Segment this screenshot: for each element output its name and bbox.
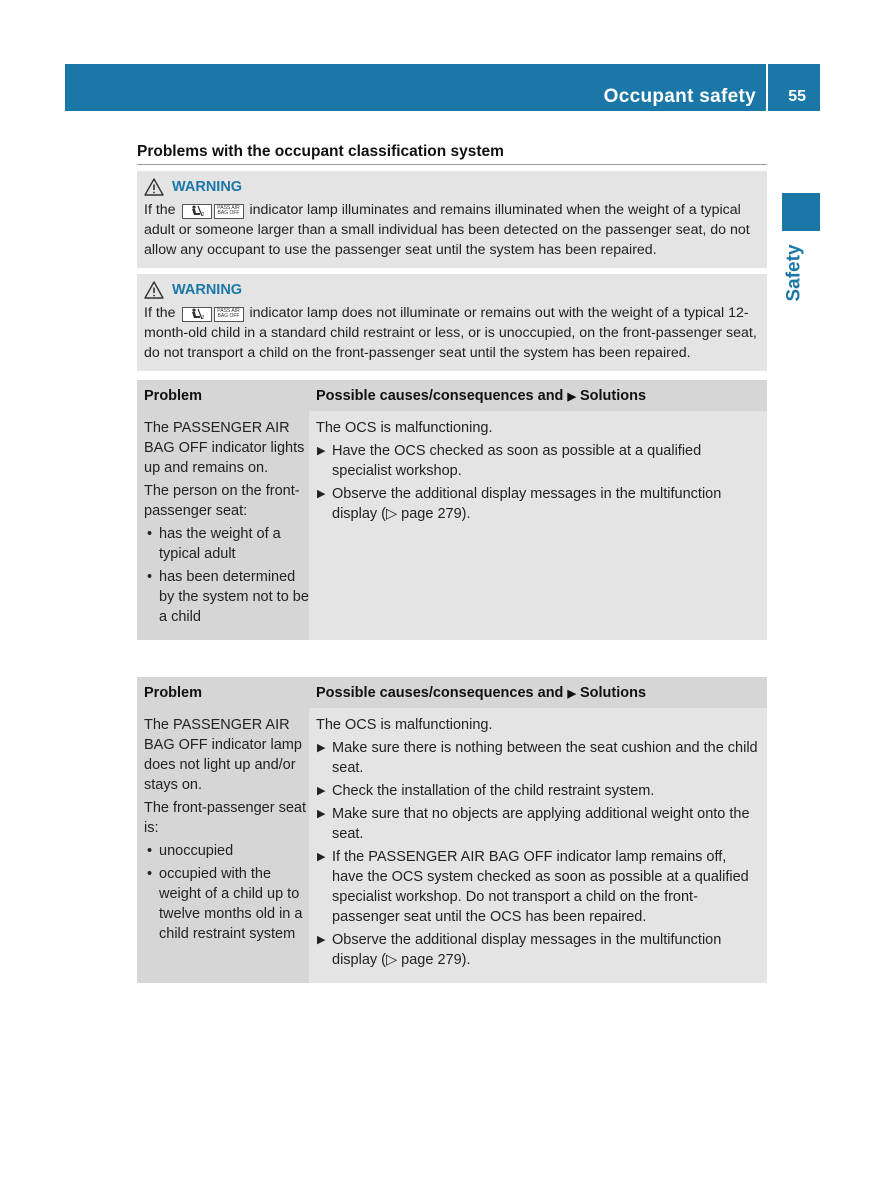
table-row — [137, 708, 767, 983]
chapter-title: Occupant safety — [603, 86, 756, 107]
cause-text: The OCS is malfunctioning. — [316, 420, 493, 436]
section-title: Problems with the occupant classification system — [137, 143, 767, 165]
header-solutions-label: Solutions — [579, 684, 647, 701]
solution-step: ▶ Check the installation of the child restraint system. — [317, 783, 655, 799]
header-causes-label: Possible causes/consequences and — [316, 684, 564, 701]
table-header-row — [137, 380, 767, 411]
warning-text-body: indicator lamp illuminates and remains illuminated when the weight of a typical adult or someone larger than a small individual has been detected on the passenger seat, do not allow any occupant to use the passenger seat until the system has been repaired. — [144, 202, 750, 258]
list-item: • unoccupied — [147, 843, 234, 859]
list-item: • occupied with the weight of a child up to twelve months old in a child restraint system — [147, 866, 303, 942]
side-tab-label: Safety — [784, 243, 805, 302]
page-number: 55 — [788, 88, 806, 105]
side-tab-block — [782, 193, 820, 231]
airbag-off-lamp — [182, 307, 244, 322]
page-header-bar — [65, 64, 820, 111]
warning-text-body: indicator lamp does not illuminate or remains out with the weight of a typical 12-month-old child in a standard child restraint or less, or is unoccupied, on the front-passenger seat, do not transport a child on the front-passenger seat until the system has been repaired. — [144, 305, 757, 361]
problem-cell — [137, 708, 309, 983]
solution-step: ▶ Make sure that no objects are applying additional weight onto the seat. — [317, 806, 750, 842]
arrow-right-icon: ▶ — [567, 390, 576, 403]
solution-cell — [309, 411, 767, 640]
warning-box-1 — [137, 171, 767, 268]
warning-header — [144, 281, 760, 299]
side-tab — [774, 235, 816, 310]
step-arrow-icon: ▶ — [317, 488, 326, 500]
svg-text:2: 2 — [201, 212, 204, 217]
warning-header — [144, 178, 760, 196]
airbag-off-lamp — [182, 204, 244, 219]
warning-text — [144, 303, 760, 363]
step-arrow-icon: ▶ — [317, 808, 326, 820]
solution-step: ▶ Make sure there is nothing between the seat cushion and the child seat. — [317, 740, 758, 776]
warning-triangle-icon — [144, 281, 164, 299]
header-causes-label: Possible causes/consequences and — [316, 387, 564, 404]
arrow-right-icon: ▶ — [567, 687, 576, 700]
pass-airbag-off-label-icon: PASS AIR BAG OFF — [214, 307, 244, 322]
step-arrow-icon: ▶ — [317, 445, 326, 457]
seat-occupant-icon — [182, 204, 212, 219]
svg-text:2: 2 — [201, 315, 204, 320]
solution-step: ▶ Observe the additional display messages in the multifunction display (▷ page 279). — [317, 486, 722, 522]
warning-triangle-icon — [144, 178, 164, 196]
list-item: • has the weight of a typical adult — [147, 526, 281, 562]
problem-table-1 — [137, 380, 767, 640]
warning-text — [144, 200, 760, 260]
cause-text: The OCS is malfunctioning. — [316, 717, 493, 733]
list-item: • has been determined by the system not to be a child — [147, 569, 309, 625]
table-header-row — [137, 677, 767, 708]
problem-subtext: The person on the front-passenger seat: — [144, 483, 300, 519]
warning-box-2 — [137, 274, 767, 371]
step-arrow-icon: ▶ — [317, 934, 326, 946]
problem-text: The PASSENGER AIR BAG OFF indicator lamp does not light up and/or stays on. — [144, 717, 302, 793]
warning-title: WARNING — [172, 282, 243, 298]
header-divider — [766, 64, 768, 111]
problem-cell — [137, 411, 309, 640]
step-arrow-icon: ▶ — [317, 742, 326, 754]
solution-step: ▶ Observe the additional display messages in the multifunction display (▷ page 279). — [317, 932, 722, 968]
header-solutions — [309, 685, 767, 701]
solution-step: ▶ If the PASSENGER AIR BAG OFF indicator lamp remains off, have the OCS system checked as soon as possible at a qualified specialist workshop. Do not transport a child on the front-passenger seat until the OCS has been repaired. — [317, 849, 749, 925]
pass-airbag-off-label-icon: PASS AIR BAG OFF — [214, 204, 244, 219]
header-problem: Problem — [144, 684, 203, 701]
step-arrow-icon: ▶ — [317, 785, 326, 797]
solution-cell — [309, 708, 767, 983]
problem-subtext: The front-passenger seat is: — [144, 800, 307, 836]
seat-occupant-icon — [182, 307, 212, 322]
problem-table-2 — [137, 677, 767, 983]
header-solutions — [309, 388, 767, 404]
problem-text: The PASSENGER AIR BAG OFF indicator lights up and remains on. — [144, 420, 305, 476]
header-solutions-label: Solutions — [579, 387, 647, 404]
warning-text-pre: If the — [144, 305, 176, 321]
warning-title: WARNING — [172, 179, 243, 195]
table-row — [137, 411, 767, 640]
warning-text-pre: If the — [144, 202, 176, 218]
step-arrow-icon: ▶ — [317, 851, 326, 863]
solution-step: ▶ Have the OCS checked as soon as possible at a qualified specialist workshop. — [317, 443, 702, 479]
header-problem: Problem — [144, 387, 203, 404]
